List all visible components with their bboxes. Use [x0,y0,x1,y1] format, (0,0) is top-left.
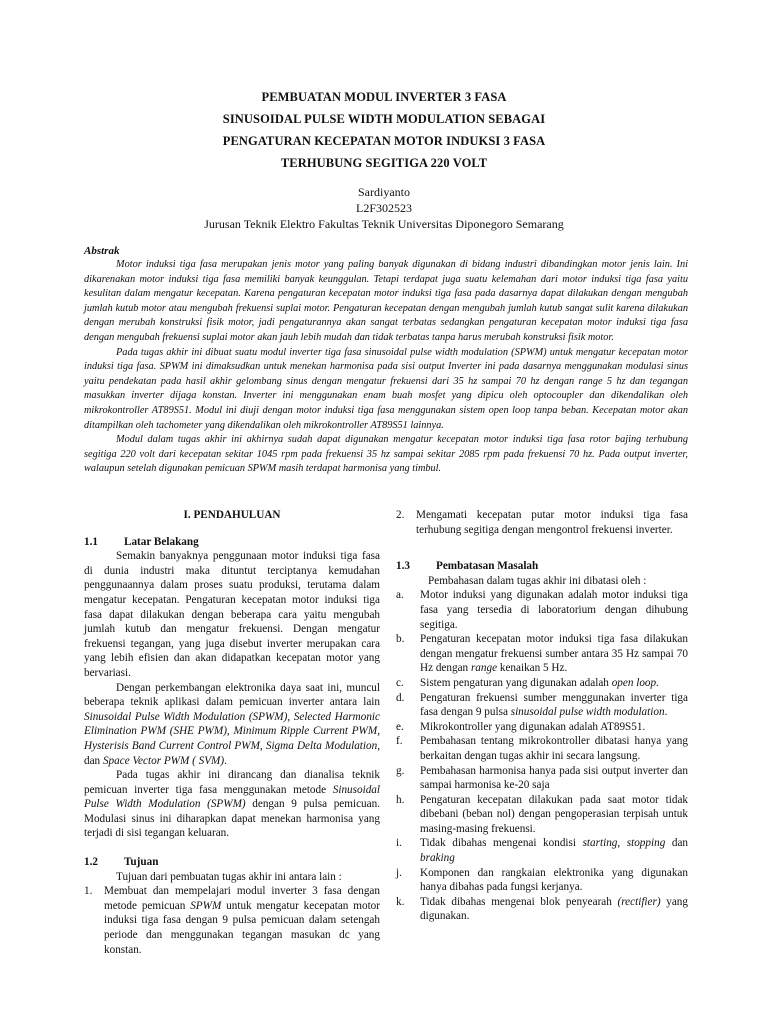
list-text [420,836,688,865]
left-column [84,508,380,957]
author-name: Sardiyanto [358,185,410,199]
body-paragraph: Tujuan dari pembuatan tugas akhir ini antara lain : [116,870,342,883]
italic-text-run: SPWM [190,899,222,912]
list-letter: e. [396,720,404,733]
text-run: Pengaturan frekuensi sumber menggunakan inverter tiga fasa dengan 9 pulsa [420,691,688,719]
italic-text-run: braking [420,852,455,865]
body-paragraph: Pembahasan dalam tugas akhir ini dibatasi oleh : [428,574,647,587]
list-letter: d. [396,691,405,704]
italic-text-run: Sinusoidal Pulse Width Modulation (SPWM), Selected Harmonic Elimination PWM (SHE PWM), Minimum Ripple Current PWM, Hysterisis Band Current Control PWM, Sigma Delta Modulation, [84,710,380,752]
italic-text-run: open loop. [611,676,659,689]
author-id: L2F302523 [355,201,412,215]
body-paragraph [84,681,380,769]
italic-text-run: Sinusoidal Pulse Width Modulation (SPWM) [84,783,380,811]
list-letter: h. [396,793,405,806]
list-letter: g. [396,764,405,777]
text-run: . [664,706,668,719]
abstract-paragraph: Modul dalam tugas akhir ini akhirnya sudah dapat digunakan mengatur kecepatan motor induksi tiga fasa rotor bajing terhubung segitiga 220 volt dari kecepatan sekitar 1045 rpm pada frekuensi 35 hz sampai sekitar 2085 rpm pada frekuensi 70 hz. Pada output inverter, walaupun setelah digunakan pemicuan SPWM masih terdapat harmonisa yang timbul. [84,434,688,475]
list-item [396,866,688,895]
italic-text-run: range [470,662,498,675]
subsection-title: Latar Belakang [124,535,199,548]
subsection-title: Pembatasan Masalah [436,560,539,573]
list-item [396,508,688,537]
text-run: Pada tugas akhir ini dirancang dan dianalisa teknik pemicuan inverter tiga fasa menggunakan metode [84,769,380,796]
list-text [420,895,688,924]
text-run: Sistem pengaturan yang digunakan adalah [420,676,612,689]
list-letter: i. [396,837,402,850]
right-column [396,508,688,924]
list-text: Mikrokontroller yang digunakan adalah AT89S51. [420,720,646,733]
subsection-number: 1.1 [84,535,98,548]
list-text: Pembahasan tentang mikrokontroller dibatasi hanya yang berkaitan dengan tugas akhir ini secara langsung. [420,735,688,762]
list-letter: b. [396,633,405,646]
text-run: dan [84,754,103,767]
body-paragraph: Semakin banyaknya penggunaan motor induksi tiga fasa di dunia industri maka dituntut terciptanya kemudahan penggunaannya dalam proses suatu produksi, terutama dalam mengatur kecepatan. Pengaturan kecepatan motor induksi tiga fasa dapat dilakukan dengan beberapa cara yaitu mengubah jumlah kutub dan mengatur frekuensi. Dengan mengatur frekuensi tegangan, yang juga disebut inverter merupakan cara yang lebih efisien dan akan didapatkan kecepatan motor yang bervariasi. [84,550,380,679]
subsection-heading [396,559,688,574]
text-run: yang digunakan. [420,895,688,923]
text-run: Pengaturan kecepatan motor induksi tiga fasa dilakukan dengan mengatur frekuensi sumber antara 35 Hz sampai 70 Hz dengan [420,633,688,675]
list-text: Komponen dan rangkaian elektronika yang digunakan hanya dibahas pada fungsi kerjanya. [420,866,688,894]
text-run: Dengan perkembangan elektronika daya saat ini, muncul beberapa teknik aplikasi dalam pemicuan inverter antara lain [84,681,380,709]
italic-text-run: starting [582,837,618,850]
list-text: Pengaturan kecepatan dilakukan pada saat motor tidak dibebani (beban nol) dengan pengoperasian terpisah untuk masing-masing frekuensi. [420,793,688,835]
body-paragraph [84,768,380,841]
list-item [396,793,688,837]
list-letter: k. [396,895,405,908]
text-run: Tidak dibahas mengenai blok penyearah [420,895,618,908]
list-letter: c. [396,676,404,689]
text-run: Tidak dibahas mengenai kondisi [420,837,583,850]
text-run: , [617,837,627,850]
list-item [84,884,380,957]
italic-text-run: sinusoidal pulse width modulation [510,706,665,719]
abstract-paragraph: Motor induksi tiga fasa merupakan jenis motor yang paling banyak digunakan di bidang industri dibandingkan motor jenis lain. Ini dikarenakan motor induksi tiga fasa memiliki banyak keunggulan. Tetapi terdapat juga suatu kelemahan dari motor induksi tiga fasa yaitu kesulitan dalam mengatur kecepatan. Karena pengaturan kecepatan motor induksi tiga fasa pada dasarnya dapat dilakukan dengan mengubah jumlah kutub motor atau mengubah frekuensi suplai motor. Pengaturan kecepatan dengan mengubah jumlah kutub sangat sulit karena dilakukan dengan merubah konstruksi fisik motor, jadi pengaturannya akan sangat terbatas sedangkan pengaturan kecepatan motor induksi tiga fasa dengan mengubah frekuensi suplai motor akan jauh lebih mudah dan tidak terbatas tanpa harus merubah konstruksi fisik motor. [84,259,688,343]
list-item [396,720,688,735]
abstract-paragraph: Pada tugas akhir ini dibuat suatu modul inverter tiga fasa sinusoidal pulse width modulation (SPWM) untuk mengatur kecepatan motor induksi tiga fasa. SPWM ini dimaksudkan untuk menekan harmonisa pada sisi output Inverter ini pada dasarnya menggunakan modulasi sinus yaitu pendekatan pada hasil akhir gelombang sinus dengan mengatur frekuensi dari 35 hz sampai 70 hz dengan range 5 hz dan tegangan masukkan inverter dijaga konstan. Inverter ini menggunakan enam buah mosfet yang dipicu oleh optocoupler dan dikendalikan oleh mikrokontroller AT89S51. Modul ini diuji dengan motor induksi tiga fasa menggunakan sistem open loop tanpa beban. Kecepatan motor akan ditampilkan oleh tachometer yang dikendalikan oleh mikrokontroller AT89S51 lainnya. [84,346,688,431]
list-letter: a. [396,589,404,602]
list-item [396,676,688,691]
list-letter: f. [396,735,403,748]
text-run: dengan 9 pulsa pemicuan. Modulasi sinus ini diharapkan dapat menekan harmonisa yang terjadi di sisi tegangan keluaran. [84,798,380,840]
subsection-title: Tujuan [124,856,159,869]
list-text [420,691,688,720]
list-text [104,884,380,957]
subsection-heading [84,535,380,550]
paper-title [0,86,768,174]
list-item [396,895,688,924]
list-text: Motor induksi yang digunakan adalah motor induksi tiga fasa yang tersedia di laboratorium dengan dihubung segitiga. [420,589,688,631]
author-affiliation: Jurusan Teknik Elektro Fakultas Teknik Universitas Diponegoro Semarang [204,217,564,231]
list-item [396,764,688,793]
list-text: Pembahasan harmonisa hanya pada sisi output inverter dan sampai harmonisa ke-20 saja [420,764,688,792]
title-line: PEMBUATAN MODUL INVERTER 3 FASA [261,90,507,104]
list-text: Mengamati kecepatan putar motor induksi tiga fasa terhubung segitiga dengan mengontrol frekuensi inverter. [416,509,688,536]
text-run: dan [665,837,689,850]
section-heading: I. PENDAHULUAN [183,509,281,521]
list-text [420,676,688,691]
title-line: TERHUBUNG SEGITIGA 220 VOLT [280,156,488,170]
title-line: PENGATURAN KECEPATAN MOTOR INDUKSI 3 FASA [222,134,546,148]
italic-text-run: (rectifier) [617,895,661,908]
title-line: SINUSOIDAL PULSE WIDTH MODULATION SEBAGAI [222,112,546,126]
list-item [396,734,688,763]
list-item [396,632,688,676]
list-letter: j. [396,866,402,879]
list-item [396,588,688,632]
italic-text-run: Space Vector PWM ( SVM) [102,754,225,767]
list-text [420,632,688,676]
list-number: 2. [396,509,405,521]
text-run: kenaikan 5 Hz. [497,662,568,675]
abstract-heading: Abstrak [84,245,120,257]
subsection-number: 1.2 [84,856,98,869]
author-block [0,184,768,232]
list-item [396,836,688,865]
abstract [84,244,688,477]
list-item [396,691,688,720]
text-run: Membuat dan mempelajari modul inverter 3 fasa dengan metode pemicuan [104,885,380,912]
subsection-heading [84,855,380,870]
italic-text-run: stopping [626,837,666,850]
subsection-number: 1.3 [396,560,410,573]
list-number: 1. [84,885,93,898]
text-run: . [224,754,227,767]
text-run: untuk mengatur kecepatan motor induksi tiga fasa dengan 9 pulsa pemicuan dalam setengah periode dan menggunakan tegangan masukan dc yang konstan. [104,899,381,956]
